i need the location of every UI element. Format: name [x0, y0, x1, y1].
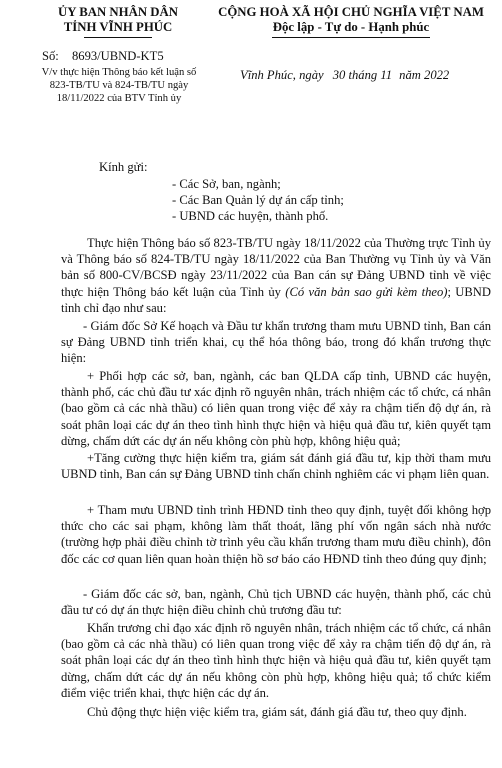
- subject: V/v thực hiện Thông báo kết luận số 823-TB/TU và 824-TB/TU ngày 18/11/2022 của BTV Tỉnh ủy: [41, 67, 197, 104]
- province-name: TỈNH VĨNH PHÚC: [63, 20, 173, 34]
- doc-number: Số: 8693/UBND-KT5: [42, 49, 164, 63]
- place-date: Vĩnh Phúc, ngày 30 tháng 11 năm 2022: [240, 68, 450, 82]
- paragraph-4: + Tham mưu UBND tỉnh trình HĐND tỉnh theo quy định, tuyệt đối không hợp thức cho các sai phạm, không làm thất thoát, lãng phí vốn ngân sách nhà nước (trường hợp phải điều chỉnh tờ trình yêu cầu khẩn trương tham mưu điều chỉnh), đôn đốc các cơ quan liên quan hoàn thiện hồ sơ báo cáo HĐND tỉnh theo đúng quy định;: [61, 503, 491, 566]
- recipient-item: - Các Ban Quản lý dự án cấp tỉnh;: [172, 193, 344, 207]
- paragraph-1: - Giám đốc Sở Kế hoạch và Đầu tư khẩn trương tham mưu UBND tỉnh, Ban cán sự Đảng UBND tỉnh triển khai, cụ thể hóa thông báo, trong đó khẩn trương thực hiện:: [61, 319, 491, 366]
- paragraph-6: Khẩn trương chỉ đạo xác định rõ nguyên nhân, trách nhiệm các tổ chức, cá nhân (bao gồm cả các nhà thầu) có liên quan trong việc để xảy ra chậm tiến độ dự án, rà soát phân loại các dự án theo tình hình thực hiện và hiệu quả đầu tư, kiên quyết tạm dừng, chấm dứt các dự án nếu không còn phù hợp, không hiệu quả; tổ chức kiểm điểm việc triển khai, thực hiện các dự án.: [61, 621, 491, 700]
- recipient-item: - UBND các huyện, thành phố.: [172, 209, 329, 223]
- paragraph-2: + Phối hợp các sở, ban, ngành, các ban QLDA cấp tỉnh, UBND các huyện, thành phố, các chủ đầu tư xác định rõ nguyên nhân, trách nhiệm các tổ chức, cá nhân (bao gồm cả các nhà thầu) có liên quan trong việc để xảy ra chậm tiến độ dự án, rà soát phân loại các dự án theo tình hình thực hiện và hiệu quả đầu tư, kiên quyết tạm dừng, chấm dứt các dự án nếu không còn phù hợp, không hiệu quả;: [61, 369, 491, 448]
- motto-underline: [272, 37, 430, 38]
- motto: Độc lập - Tự do - Hạnh phúc: [272, 20, 430, 34]
- recipient-item: - Các Sở, ban, ngành;: [172, 177, 281, 191]
- paragraph-5: - Giám đốc các sở, ban, ngành, Chủ tịch UBND các huyện, thành phố, các chủ đầu tư có dự án thực hiện điều chỉnh chủ trương đầu tư:: [61, 587, 491, 618]
- agency-name: ỦY BAN NHÂN DÂN: [57, 5, 179, 19]
- intro-paragraph: Thực hiện Thông báo số 823-TB/TU ngày 18/11/2022 của Thường trực Tỉnh ủy và Thông báo số 824-TB/TU ngày 18/11/2022 của Ban Thường vụ Tỉnh ủy và Văn bản số 800-CV/BCSĐ ngày 23/11/2022 của Ban cán sự Đảng UBND tỉnh về việc thực hiện Thông báo kết luận của Tỉnh ủy (Có văn bản sao gửi kèm theo); UBND tỉnh chỉ đạo như sau:: [61, 236, 491, 315]
- doc-number-value: 8693: [71, 49, 98, 63]
- paragraph-7: Chủ động thực hiện việc kiểm tra, giám sát, đánh giá đầu tư, theo quy định.: [87, 705, 467, 719]
- nation-title: CỘNG HOÀ XÃ HỘI CHỦ NGHĨA VIỆT NAM: [218, 5, 484, 19]
- recipients-label: Kính gửi:: [99, 160, 148, 174]
- agency-underline: [84, 37, 152, 38]
- paragraph-3: +Tăng cường thực hiện kiểm tra, giám sát đánh giá đầu tư, kịp thời tham mưu UBND tỉnh, Ban cán sự Đảng UBND tỉnh chấn chỉnh nghiêm các vi phạm liên quan.: [61, 451, 491, 482]
